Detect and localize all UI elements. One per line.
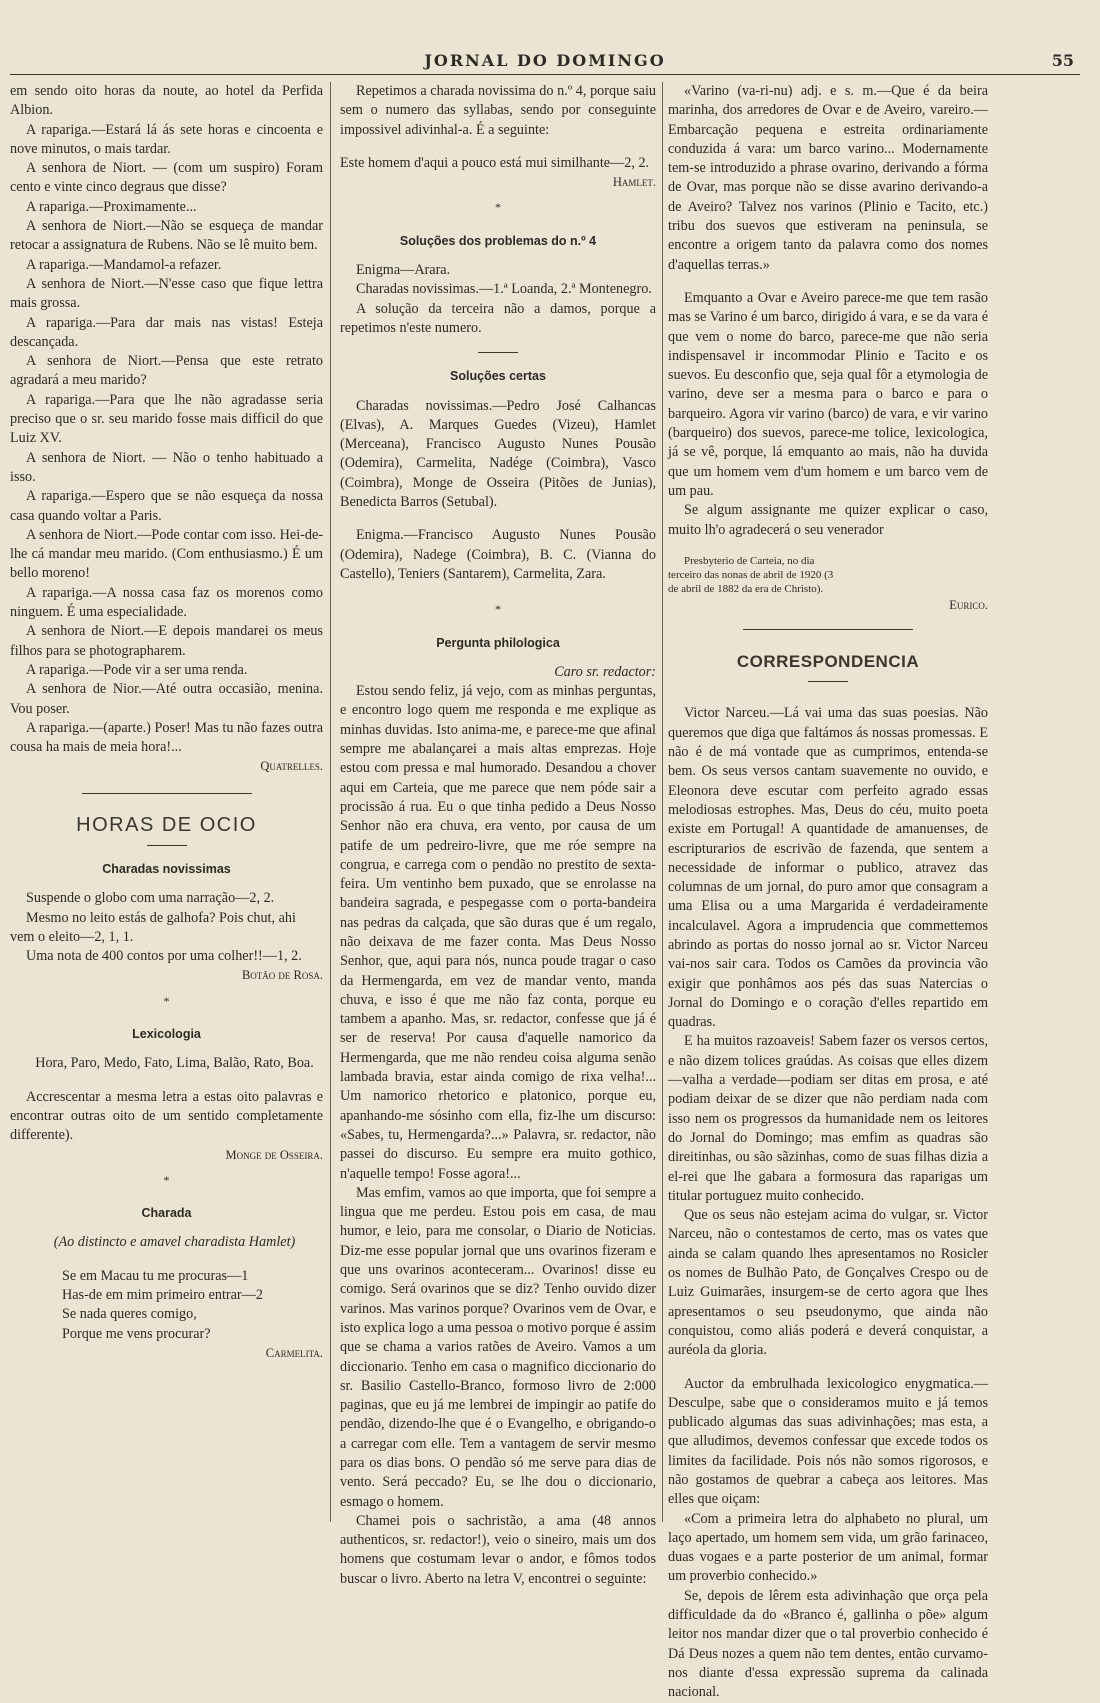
section-title-correspondencia: CORRESPONDENCIA <box>736 652 920 672</box>
signature: Monge de Osseira. <box>225 1147 323 1162</box>
dialogue-line: A rapariga.—Estará lá ás sete horas e cincoenta e nove minutos, o mais tardar. <box>10 121 323 157</box>
verse-line: Se nada queres comigo, <box>62 1306 197 1323</box>
divider <box>82 793 252 794</box>
dialogue-line: A senhora de Niort.—E depois mandarei os meus filhos para se photographarem. <box>10 623 323 659</box>
dialogue-line: A senhora de Niort.—N'esse caso que fique lettra mais grossa. <box>10 275 323 312</box>
dialogue-line: em sendo oito horas da noute, ao hotel da Perfida Albion. <box>10 83 323 119</box>
correspondence-paragraph: Auctor da embrulhada lexicologico enygmatica.—Desculpe, sabe que o consideramos muito e já temos publicado algumas das suas adivinhações; mas esta, a que alludimos, devemos confessar que excede todos os limites da facilidade. Pois nós não somos rigorosos, e não gostamos de quebrar a cabeça aos leitores. Mas elles que oiçam: <box>668 1375 988 1508</box>
dialogue-line: A rapariga.—Espero que se não esqueça da nossa casa quando voltar a Paris. <box>10 488 323 524</box>
letter-paragraph: Emquanto a Ovar e Aveiro parece-me que tem rasão mas se Varino é um barco, dirigido á vara, e se da vara é que vem o nome do barco, parece-me que não seria indispensavel ir incommodar Plinio e Tacito e os suevos. Eu desconfio que, seja qual fôr a etymologia de varino, deve ser a mesma para o barco e para o barqueiro. Agora vir varino (barco) de vara, e vir varino (barqueiro) dos suevos, parece-me tolice, lexicologica, já se vê, porque, lá emquanto ao mais, não ha duvida que um homem vem d'um homem e um barco vem de um pau. <box>668 289 988 499</box>
divider <box>808 681 848 682</box>
signature: Carmelita. <box>265 1345 323 1360</box>
section-title-horas-de-ocio: HORAS DE OCIO <box>76 813 257 836</box>
charada-title: Charada <box>141 1206 192 1221</box>
charada-dedication: (Ao distincto e amavel charadista Hamlet) <box>53 1234 296 1251</box>
dialogue-line: A senhora de Niort.—Pensa que este retrato agradará a meu marido? <box>10 353 323 389</box>
letter-paragraph: Estou sendo feliz, já vejo, com as minhas perguntas, e encontro logo quem me responda e me explique as minhas duvidas. Isto anima-me, e parece-me que afinal sempre me abalançarei a mais altas emprezas. Hoje estou com pressa e mal humorado. Desandou a chover aqui em Carteia, que me parece que nem póde sair a procissão á rua. Eu o que tinha pedido a Deus Nosso Senhor não era chuva, era vento, por causa de um patife de um pedreiro-livre, que me róe sempre na congrua, e carrega com o pendão no prestito de sexta-feira. Um ventinho bem puxado, que se enrolasse na bandeira sagrada, e pespegasse com o porta-bandeira nas pedras da calçada, que são duras que é um regalo, não deixava de me fazer conta. Mas Deus Nosso Senhor, que, aqui para nós, nunca poude tragar o caso da Hermengarda, em vez de mandar vento, manda chuva, e isso é que me não faz conta, porque eu tambem a apanho. Mas, sr. redactor, confesse que já é ser de reserva! Por causa d'aquelle namorico da Hermengarda, que me não rendeu coisa alguma senão lambada bravia, estar ainda comigo de rixa velha!... Um namorico rhetorico e platonico, porque eu, apanhando-me sósinho com ella, fiz-lhe um discurso: «Sabes, tu, Hermengarda?...» Palavra, sr. redactor, não passei do discurso. Eu sempre era muito gothico, n'aquelle tempo! Fosse agora!... <box>340 683 656 1182</box>
salutation: Caro sr. redactor: <box>554 663 656 680</box>
lexicologia-title: Lexicologia <box>132 1027 201 1042</box>
dialogue-line: A rapariga.—(aparte.) Poser! Mas tu não fazes outra cousa ha mais de meia hora!... <box>10 719 323 756</box>
dialogue-line: A rapariga.—Proximamente... <box>26 198 197 215</box>
intro-paragraph: Repetimos a charada novissima do n.º 4, porque saiu sem o numero das syllabas, sendo por conseguinte impossivel adivinhal-a. É a seguinte: <box>340 83 656 138</box>
signature: Hamlet. <box>612 175 656 190</box>
column-divider <box>662 82 663 1522</box>
dialogue-line: A senhora de Nior.—Até outra occasião, menina. Vou poser. <box>10 681 323 717</box>
dialogue-line: A rapariga.—Para dar mais nas vistas! Esteja descançada. <box>10 314 323 350</box>
charada-line: Mesmo no leito estás de galhofa? Pois chut, ahi vem o eleito—2, 1, 1. <box>10 909 296 945</box>
charada-line: Suspende o globo com uma narração—2, 2. <box>26 890 275 907</box>
dialogue-line: A senhora de Niort.—Não se esqueça de mandar retocar a assignatura de Rubens. Não se lê muito bem. <box>10 218 323 254</box>
certas-paragraph: Charadas novissimas.—Pedro José Calhancas (Elvas), A. Marques Guedes (Vizeu), Hamlet (Merceana), Francisco Augusto Nunes Pousão (Odemira), Carmelita, Nadége (Coimbra), Vasco (Coimbra), Monge de Osseira (Pitões de Junias), Benedicta Barros (Setubal). <box>340 397 656 511</box>
dateline: Presbyterio de Carteia, no dia terceiro das nonas de abril de 1920 (3 de abril de 1882 da era de Christo). <box>668 554 834 595</box>
divider <box>147 845 187 846</box>
verse-line: Se em Macau tu me procuras—1 <box>62 1267 249 1284</box>
page-number: 55 <box>1051 51 1074 70</box>
certas-title: Soluções certas <box>450 369 546 384</box>
column-2 <box>340 82 656 1589</box>
charadas-title: Charadas novissimas <box>102 861 231 876</box>
dialogue-line: A rapariga.—Pode vir a ser uma renda. <box>26 661 248 678</box>
dialogue-line: A rapariga.—Mandamol-a refazer. <box>26 256 222 273</box>
correspondence-paragraph: Se, depois de lêrem esta adivinhação que orça pela difficuldade da do «Branco é, gallinha o põe» algum leitor nos mandar dizer que o tal proverbio conhecido é Dá Deus nozes a quem não tem dentes, então curvamo-nos diante d'essa expressão suprema da calinada nacional. <box>668 1587 988 1701</box>
signature: Quatrelles. <box>260 759 323 774</box>
charada-line: Uma nota de 400 contos por uma colher!!—1, 2. <box>26 948 302 965</box>
pergunta-title: Pergunta philologica <box>436 635 560 650</box>
dialogue-line: A senhora de Niort.—Pode contar com isso. Hei-de-lhe cá mandar meu marido. (Com enthusiasmo.) É um bello moreno! <box>10 526 323 582</box>
verse-line: Has-de em mim primeiro entrar—2 <box>62 1287 263 1304</box>
signature: Eurico. <box>949 597 988 612</box>
divider <box>743 629 913 630</box>
dialogue-line: A rapariga.—A nossa casa faz os morenos como ninguem. É uma especialidade. <box>10 584 323 621</box>
lexicologia-words: Hora, Paro, Medo, Fato, Lima, Balão, Rato, Boa. <box>35 1055 314 1072</box>
letter-paragraph: Chamei pois o sachristão, a ama (48 annos authenticos, sr. redactor!), veio o sineiro, mais um dos homens que costumam levar o andor, e fômos todos buscar o livro. Aberto na letra V, encontrei o seguinte: <box>340 1512 656 1587</box>
column-1 <box>10 82 323 1363</box>
journal-title: JORNAL DO DOMINGO <box>424 51 666 70</box>
divider <box>478 352 518 353</box>
dialogue-line: A senhora de Niort. — Não o tenho habituado a isso. <box>10 449 323 485</box>
dictionary-quote: «Varino (va-ri-nu) adj. e s. m.—Que é da beira marinha, dos arredores de Ovar e de Aveiro, vareiro.— Embarcação pequena e estreita ordinariamente conduzida á vara: um barco varino... Modernamente tem-se introduzido a phrase ovarino, derivando a fórma de Ovar, mas porque não se disse avarino derivando-a de Aveiro? Talvez nos varinos (Plinio e Tacito, etc.) tribu dos suevos que estiveram na peninsula, se encontre a origem tanto da palavra como dos nomes d'aquellas terras.» <box>668 83 988 273</box>
column-3 <box>668 82 988 1703</box>
verse-line: Porque me vens procurar? <box>62 1325 211 1342</box>
dialogue-line: A rapariga.—Para que lhe não agradasse seria preciso que o sr. seu marido fosse mais difficil do que Luiz XV. <box>10 391 323 447</box>
dialogue-line: A senhora de Niort. — (com um suspiro) Foram cento e vinte cinco degraus que disse? <box>10 160 323 196</box>
correspondence-paragraph: Que os seus não estejam acima do vulgar, sr. Victor Narceu, não o contestamos de certo, mas os vates que ainda se calam quando lhes apresentamos no Rosicler os nomes de Bulhão Pato, de Gonçalves Crespo ou de Luiz Guimarães, insurgem-se de certo agora que lhes apresentamos o seu pseudonymo, que ainda não conquistou, como aliás poderá e deverá conquistar, a auréola da gloria. <box>668 1207 988 1359</box>
signature: Botão de Rosa. <box>241 968 323 983</box>
star-separator: * <box>495 602 501 617</box>
letter-paragraph: Se algum assignante me quizer explicar o caso, muito lh'o agradecerá o seu venerador <box>668 502 988 538</box>
star-separator: * <box>163 1172 170 1187</box>
column-divider <box>330 82 331 1522</box>
correspondence-paragraph: E ha muitos razoaveis! Sabem fazer os versos certos, e não dizem tolices graúdas. As coisas que elles dizem—valha a verdade—podiam ser ditas em prosa, e até podiam deixar de se dizer que não perdiam nada com isso nem os progressos da humanidade nem os leitores do Jornal do Domingo; mas emfim as quadras são direitinhas, ou são sãzinhas, como de suas filhas dizia a el-rei que lhe gabara a formosura das raparigas um titular portuguez muito conhecido. <box>668 1033 988 1204</box>
certas-paragraph: Enigma.—Francisco Augusto Nunes Pousão (Odemira), Nadege (Coimbra), B. C. (Vianna do Castello), Teniers (Santarem), Carmelita, Zara. <box>340 527 656 582</box>
solution-line: Enigma—Arara. <box>356 262 451 279</box>
solution-line: A solução da terceira não a damos, porque a repetimos n'este numero. <box>340 300 656 336</box>
masthead <box>10 50 1080 75</box>
letter-paragraph: Mas emfim, vamos ao que importa, que foi sempre a lingua que me perdeu. Estou pois em casa, de mau humor, e leio, para me consolar, o Diario de Noticias. Diz-me esse popular jornal que uns ovarinos fizeram e que uns ovarinos aconteceram... Ovarinos! disse eu comigo. Será ovarinos que se diz? Tenho ouvido dizer varinos. Mas varinos porque? Ovarinos vem de Ovar, e isto explica logo a uma pessoa o motivo porque é assim que se chama a varios ratões de Aveiro. Vamos a um diccionario. Tenho em casa o magnifico diccionario do sr. Basilio Castello-Branco, formoso livro de 2:000 paginas, que eu já me lembrei de impingir ao patife do pendão, dizendo-lhe que é o Evangelho, e obrigando-o a carregar com elle. Tem a vantagem de servir mesmo para os dias bons. O pendão só me serve para dias de vento. Será peccado? Eu, se lhe dou o diccionario, esmago o homem. <box>340 1184 657 1510</box>
solution-line: Charadas novissimas.—1.ª Loanda, 2.ª Montenegro. <box>356 281 652 298</box>
lexicologia-text: Accrescentar a mesma letra a estas oito palavras e encontrar outras oito de um sentido completamente differente). <box>10 1088 323 1144</box>
charada-repeat: Este homem d'aqui a pouco está mui similhante—2, 2. <box>340 154 650 171</box>
solucoes-title: Soluções dos problemas do n.º 4 <box>399 233 597 248</box>
correspondence-paragraph: «Com a primeira letra do alphabeto no plural, um laço apertado, um homem sem vida, um grão farinaceo, duas vogaes e a parte posterior de um animal, formar um proverbio conhecido.» <box>668 1510 988 1585</box>
star-separator: * <box>163 993 170 1008</box>
star-separator: * <box>495 200 501 215</box>
correspondence-paragraph: Victor Narceu.—Lá vai uma das suas poesias. Não queremos que diga que faltámos ás nossas promessas. E não é de má vontade que as cumprimos, entenda-se bem. Os seus versos cantam suavemente no ouvido, e Eleonora deve escutar com perfeito agrado essas melodiosas estrophes. Mas, Deus do céu, muito poeta existe em Portugal! A quantidade de amanuenses, de escripturarios de escrivão de fazenda, que sentem a necessidade de informar o publico, atravez das columnas de um jornal, do puro amor que consagram a uma Elisa ou a uma Margarida é verdadeiramente incalculavel. Agora a imprudencia que commettemos abrindo as portas do nosso jornal ao sr. Victor Narceu vai-nos sair cara. Todos os Camões da provincia vão exigir que ponhâmos aos pés das suas Natercias o Jornal do Domingo e o coração d'elles repartido em quadras. <box>668 705 988 1031</box>
charada-poem <box>10 1267 323 1344</box>
